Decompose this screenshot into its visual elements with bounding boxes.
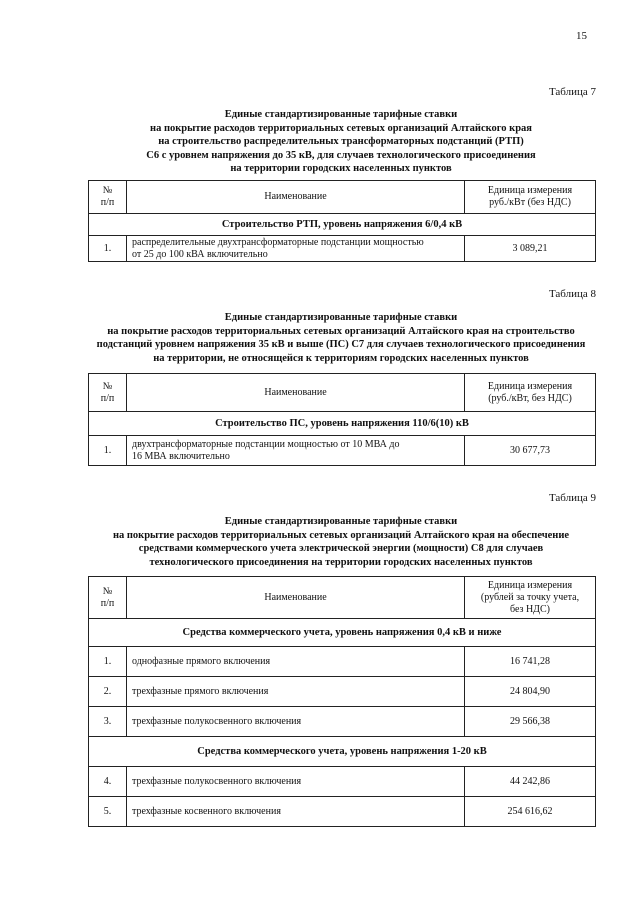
section-title: Средства коммерческого учета, уровень напряжения 1-20 кВ <box>89 737 596 767</box>
title-line: на территории, не относящейся к территориям городских населенных пунктов <box>153 352 529 364</box>
row-num: 1. <box>89 436 127 466</box>
section-row <box>89 619 596 647</box>
table-8-title <box>88 311 594 365</box>
row-num: 4. <box>89 767 127 797</box>
header-unit: Единица измерения (рублей за точку учета, без НДС) <box>465 577 596 619</box>
title-line: технологического присоединения на территории городских населенных пунктов <box>149 556 533 568</box>
row-name: однофазные прямого включения <box>127 647 465 677</box>
table-row <box>89 707 596 737</box>
table-8-label: Таблица 8 <box>548 288 596 300</box>
row-name: трехфазные полукосвенного включения <box>127 707 465 737</box>
section-title: Строительство РТП, уровень напряжения 6/0,4 кВ <box>89 214 596 236</box>
row-value: 16 741,28 <box>465 647 596 677</box>
row-value: 44 242,86 <box>465 767 596 797</box>
title-line: на территории городских населенных пунктов <box>230 163 452 175</box>
header-unit: Единица измерения (руб./кВт, без НДС) <box>465 374 596 412</box>
table-7 <box>88 180 596 262</box>
table-9 <box>88 576 596 827</box>
table-header-row <box>89 181 596 214</box>
row-num: 2. <box>89 677 127 707</box>
row-value: 3 089,21 <box>465 236 596 262</box>
table-row <box>89 647 596 677</box>
section-row <box>89 214 596 236</box>
section-row <box>89 737 596 767</box>
row-value: 30 677,73 <box>465 436 596 466</box>
row-name: двухтрансформаторные подстанции мощностью от 10 МВА до 16 МВА включительно <box>127 436 465 466</box>
title-line: на покрытие расходов территориальных сетевых организаций Алтайского края на строительство <box>107 325 575 337</box>
table-7-label: Таблица 7 <box>548 86 596 98</box>
header-name: Наименование <box>127 181 465 214</box>
header-num: № п/п <box>89 374 127 412</box>
title-line: Единые стандартизированные тарифные ставки <box>224 109 458 120</box>
table-9-label: Таблица 9 <box>548 492 596 504</box>
title-line: С6 с уровнем напряжения до 35 кВ, для случаев технологического присоединения <box>146 149 536 161</box>
row-num: 1. <box>89 236 127 262</box>
header-num: № п/п <box>89 181 127 214</box>
table-row <box>89 767 596 797</box>
row-name: распределительные двухтрансформаторные подстанции мощностью от 25 до 100 кВА включительно <box>127 236 465 262</box>
title-line: на покрытие расходов территориальных сетевых организаций Алтайского края <box>150 122 532 134</box>
table-row <box>89 677 596 707</box>
row-num: 1. <box>89 647 127 677</box>
row-num: 5. <box>89 797 127 827</box>
title-line: подстанций уровнем напряжения 35 кВ и выше (ПС) С7 для случаев технологического присоединения <box>96 339 586 351</box>
page-number: 15 <box>576 30 587 42</box>
table-8 <box>88 373 596 466</box>
title-line: на покрытие расходов территориальных сетевых организаций Алтайского края на обеспечение <box>112 529 570 541</box>
row-name: трехфазные прямого включения <box>127 677 465 707</box>
table-row <box>89 797 596 827</box>
header-num: № п/п <box>89 577 127 619</box>
header-name: Наименование <box>127 374 465 412</box>
header-name: Наименование <box>127 577 465 619</box>
table-row <box>89 236 596 262</box>
title-line: средствами коммерческого учета электрической энергии (мощности) С8 для случаев <box>138 543 544 555</box>
header-unit: Единица измерения руб./кВт (без НДС) <box>465 181 596 214</box>
table-header-row <box>89 577 596 619</box>
section-title: Строительство ПС, уровень напряжения 110/6(10) кВ <box>89 412 596 436</box>
table-7-title <box>88 108 594 176</box>
row-value: 254 616,62 <box>465 797 596 827</box>
row-value: 29 566,38 <box>465 707 596 737</box>
row-num: 3. <box>89 707 127 737</box>
section-title: Средства коммерческого учета, уровень напряжения 0,4 кВ и ниже <box>89 619 596 647</box>
row-name: трехфазные полукосвенного включения <box>127 767 465 797</box>
row-value: 24 804,90 <box>465 677 596 707</box>
title-line: на строительство распределительных трансформаторных подстанций (РТП) <box>158 136 524 148</box>
title-line: Единые стандартизированные тарифные ставки <box>224 312 458 323</box>
table-header-row <box>89 374 596 412</box>
title-line: Единые стандартизированные тарифные ставки <box>224 516 458 527</box>
row-name: трехфазные косвенного включения <box>127 797 465 827</box>
table-9-title <box>88 515 594 569</box>
table-row <box>89 436 596 466</box>
section-row <box>89 412 596 436</box>
